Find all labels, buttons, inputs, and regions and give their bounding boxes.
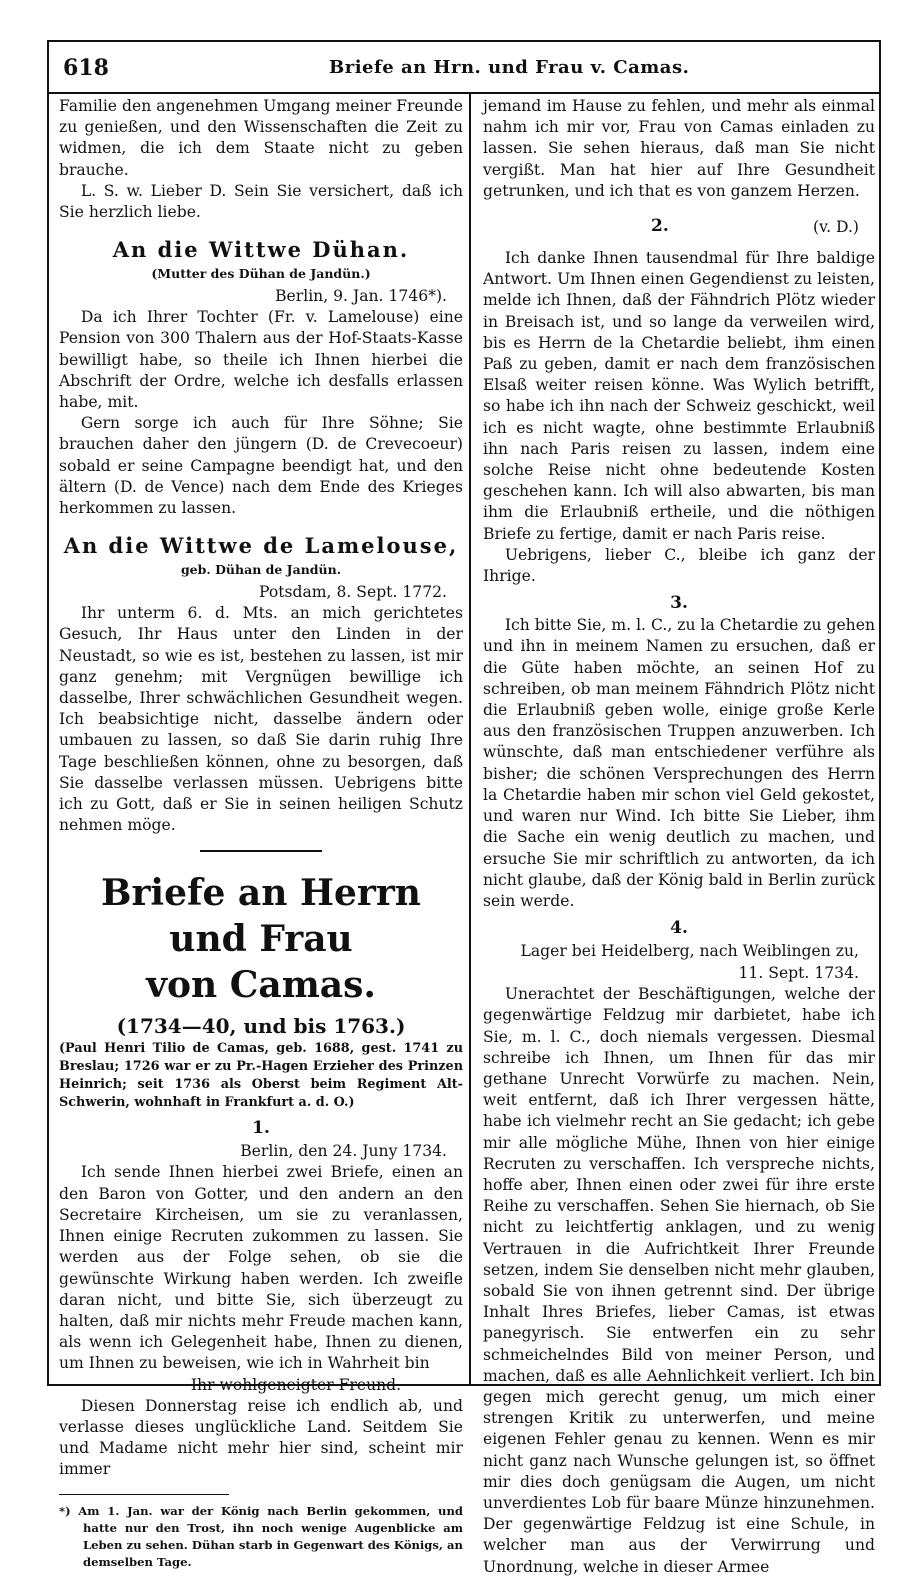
book-page [47, 40, 881, 1576]
paragraph: Unerachtet der Beschäftigungen, welche der gegenwärtige Feldzug mir darbietet, habe ich Sie, m. l. C., doch niemals vergessen. Diesmal schreibe ich Ihnen, um Ihnen für das mir gethane Unrecht Vorwürfe zu machen. Nein, weit entfernt, daß ich Ihrer vergessen hätte, habe ich vielmehr recht an Sie gedacht; ich gebe mir alle mögliche Mühe, Ihnen von hier einige Recruten zu verschaffen. Ich verspreche nichts, hoffe aber, Ihnen einen oder zwei für ihre erste Reihe zu verschaffen. Sehen Sie hiernach, ob Sie nicht zu leichtfertig anklagen, und zu wenig Vertrauen in die Aufrichtkeit Ihrer Freunde setzen, indem Sie denselben nicht mehr glauben, sobald Sie von ihnen getrennt sind. Der übrige Inhalt Ihres Briefes, lieber Camas, ist etwas panegyrisch. Sie entwerfen ein zu sehr schmeichelndes Bild von meiner Person, und machen, daß es alle Aehnlichkeit verliert. Ich bin gegen mich gerecht genug, um mich einer strengen Kritik zu unterwerfen, und meine eigenen Fehler genau zu kennen. Wenn es mir nicht ganz nach Wunsche gelungen ist, so öffnet mir dies doch genügsam die Augen, um nicht unverdientes Lob für baare Münze hinzunehmen. Der gegenwärtige Feldzug ist eine Schule, in welcher man aus der Verwirrung und Unordnung, welche in dieser Armee [483, 985, 875, 1576]
dateline: Berlin, den 24. Juny 1734. [240, 1142, 447, 1161]
chapter-title: Briefe an Herrn und Frau [101, 872, 421, 961]
section-subheading: (Mutter des Dühan de Jandün.) [151, 266, 371, 282]
chapter-years: (1734—40, und bis 1763.) [116, 1014, 406, 1039]
letter-number: 3. [670, 593, 688, 614]
dateline: Lager bei Heidelberg, nach Weiblingen zu, [520, 942, 859, 961]
paragraph: Ihr unterm 6. d. Mts. an mich gerichtetes Gesuch, Ihr Haus unter den Linden in der Neustadt, so wie es ist, bestehen zu lassen, ist mir ganz genehm; mit Vergnügen bewillige ich dasselbe, Ihrer schwächlichen Gesundheit wegen. Ich beabsichtige nicht, dasselbe ändern oder umbauen zu lassen, so daß Sie darin ruhig Ihre Tage beschließen können, ohne zu besorgen, daß Sie dasselbe verlassen müssen. Uebrigens bitte ich zu Gott, daß er Sie in seinen heiligen Schutz nehmen möge. [59, 604, 463, 835]
letter-heading [483, 216, 875, 244]
section-rule [200, 850, 322, 852]
paragraph: Diesen Donnerstag reise ich endlich ab, und verlasse dieses unglückliche Land. Seitdem Sie und Madame nicht mehr hier sind, scheint mir immer [59, 1396, 463, 1479]
letter-addressee: (v. D.) [813, 218, 859, 237]
letter-number: 2. [651, 216, 669, 237]
left-column [59, 96, 463, 1570]
paragraph: Ich bitte Sie, m. l. C., zu la Chetardie zu gehen und ihn in meinem Namen zu ersuchen, daß er die Güte haben möchte, an seinen Hof zu schreiben, ob man meinem Fähndrich Plötz nicht die Erlaubniß geben wolle, einige große Kerle aus den französischen Truppen anzuwerben. Ich wünschte, daß man entschiedener verführe als bisher; die schönen Versprechungen des Herrn la Chetardie haben mir schon viel Geld gekostet, und waren nur Wind. Ich bitte Sie Lieber, ihm die Sache ein wenig deutlich zu machen, und ersuche Sie mir schriftlich zu antworten, da ich nicht glaube, daß der König bald in Berlin zurück sein werde. [483, 616, 875, 910]
continued-text: jemand im Hause zu fehlen, und mehr als einmal nahm ich mir vor, Frau von Camas einladen zu lassen. Sie sehen hieraus, daß man Sie nicht vergißt. Man hat hier auf Ihre Gesundheit getrunken, und ich that es von ganzem Herzen. [483, 97, 875, 200]
section-heading: An die Wittwe Dühan. [112, 237, 410, 263]
paragraph: Gern sorge ich auch für Ihre Söhne; Sie brauchen daher den jüngern (D. de Crevecoeur) sobald er seine Campagne beendigt hat, und den ältern (D. de Vence) nach dem Ende des Krieges herkommen zu lassen. [59, 414, 463, 518]
column-divider [469, 94, 471, 1384]
letter-number: 1. [252, 1118, 270, 1139]
letter-number: 4. [670, 918, 688, 939]
paragraph: L. S. w. Lieber D. Sein Sie versichert, daß ich Sie herzlich liebe. [59, 181, 463, 222]
page-header [49, 42, 879, 94]
section-subheading: geb. Dühan de Jandün. [180, 562, 342, 578]
section-heading: An die Wittwe de Lamelouse, [63, 533, 459, 559]
dateline-date: 11. Sept. 1734. [738, 964, 859, 983]
letter-closing: Ihr wohlgeneigter Freund. [190, 1375, 402, 1394]
paragraph: Ich danke Ihnen tausendmal für Ihre baldige Antwort. Um Ihnen einen Gegendienst zu leisten, melde ich Ihnen, daß der Fähndrich Plötz wieder in Breisach ist, und so lange da verweilen wird, bis es Herrn de la Chetardie beliebt, ihm einen Paß zu geben, damit er nach dem französischen Elsaß weiter reisen könne. Was Wylich betrifft, so habe ich ihn nach der Schweiz geschickt, weil ich es nicht wagte, ohne bestimmte Erlaubniß ihn nach Paris reisen zu lassen, indem eine solche Reise nicht ohne bedeutende Kosten geschehen kann. Ich will also abwarten, bis man ihm die Erlaubniß ertheile, und die nöthigen Briefe zu fertige, damit er nach Paris reise. [483, 249, 875, 543]
dateline: Berlin, 9. Jan. 1746*). [275, 287, 447, 306]
paragraph: Ich sende Ihnen hierbei zwei Briefe, einen an den Baron von Gotter, und den andern an den Secretaire Kircheisen, um sie zu veranlassen, Ihnen einige Recruten zukommen zu lassen. Sie werden aus der Folge sehen, ob sie die gewünschte Wirkung haben werden. Ich zweifle daran nicht, und bitte Sie, sich überzeugt zu halten, daß mir nichts mehr Freude machen kann, als wenn ich Gelegenheit habe, Ihnen zu dienen, um Ihnen zu beweisen, wie ich in Wahrheit bin [59, 1163, 463, 1373]
running-head: Briefe an Hrn. und Frau v. Camas. [329, 57, 690, 78]
continued-text: Familie den angenehmen Umgang meiner Freunde zu genießen, und den Wissenschaften die Zeit zu widmen, die ich dem Staate nicht zu geben brauche. [59, 97, 463, 179]
footnote: *) Am 1. Jan. war der König nach Berlin gekommen, und hatte nur den Trost, ihn noch wenige Augenblicke am Leben zu sehen. Dühan starb in Gegenwart des Königs, an demselben Tage. [59, 1504, 463, 1570]
dateline: Potsdam, 8. Sept. 1772. [258, 583, 447, 602]
page-number: 618 [63, 55, 109, 81]
biographical-note: (Paul Henri Tilio de Camas, geb. 1688, gest. 1741 zu Breslau; 1726 war er zu Pr.-Hagen Erzieher des Prinzen Heinrich; seit 1736 als Oberst beim Regiment Alt-Schwerin, wohnhaft in Frankfurt a. d. O.) [59, 1041, 463, 1111]
paragraph: Da ich Ihrer Tochter (Fr. v. Lamelouse) eine Pension von 300 Thalern aus der Hof-Staats-Kasse bewilligt habe, so theile ich Ihnen hierbei die Abschrift der Ordre, welche ich desfalls erlassen habe, mit. [59, 308, 463, 412]
paragraph: Uebrigens, lieber C., bleibe ich ganz der Ihrige. [483, 545, 875, 586]
right-column [483, 96, 875, 1576]
footnote-rule [59, 1494, 229, 1495]
chapter-title-line-2: von Camas. [146, 964, 376, 1007]
